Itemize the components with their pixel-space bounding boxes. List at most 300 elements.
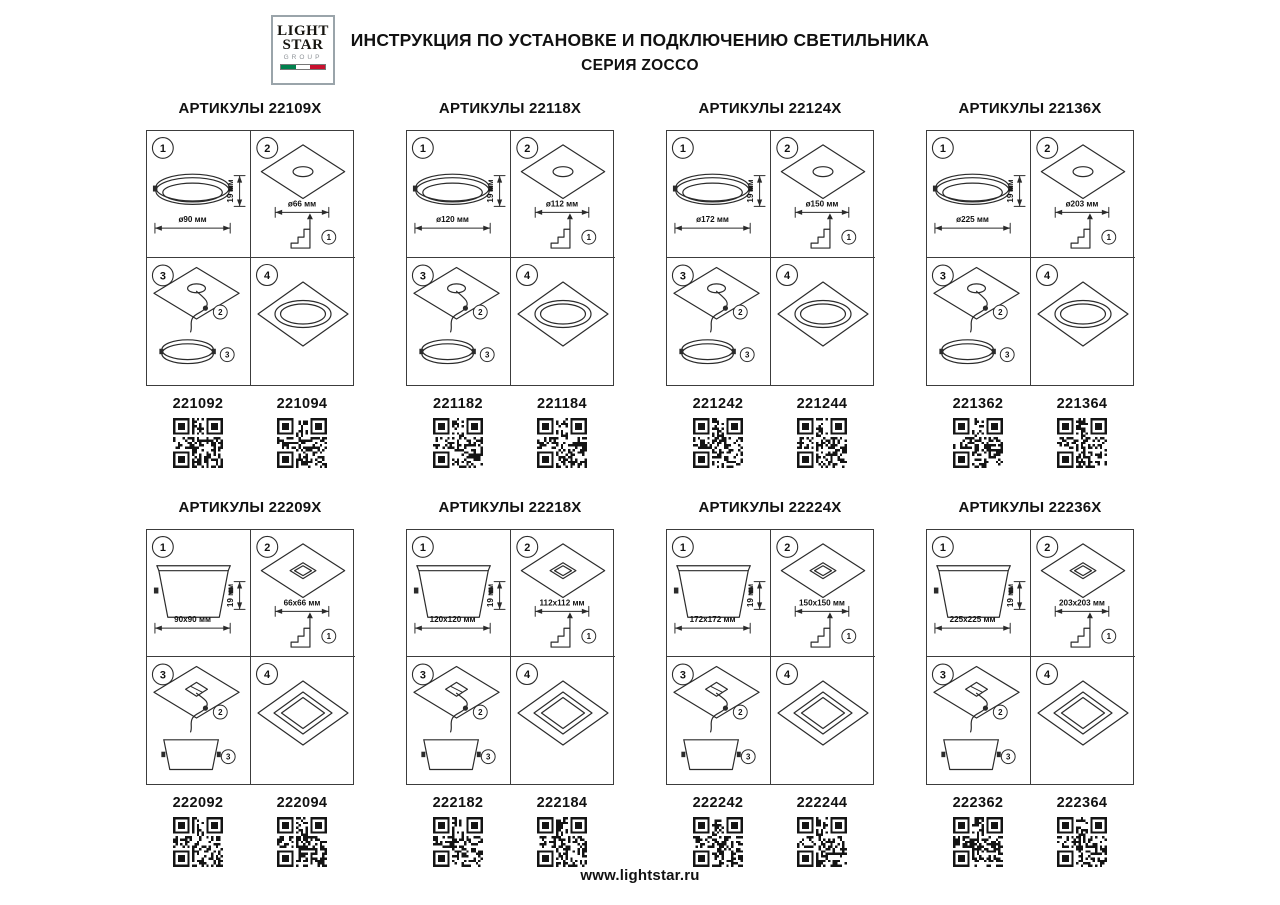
height-dimension [226, 582, 245, 610]
step-number-badge [257, 664, 278, 685]
instruction-grid [926, 130, 1134, 386]
svg-text:1: 1 [939, 541, 946, 554]
product-code-column [770, 795, 874, 872]
square-wiring-diagram [927, 657, 1030, 784]
product-code: 222182 [432, 795, 484, 811]
round-wiring-diagram [147, 258, 250, 385]
qr-code [1057, 817, 1107, 867]
product-codes [926, 795, 1134, 872]
qr-code [173, 817, 223, 867]
qr-code [277, 817, 327, 867]
svg-text:3: 3 [225, 350, 230, 360]
width-dimension [415, 615, 490, 633]
step-1-cell [407, 530, 511, 657]
square-cutout-diagram [251, 530, 355, 656]
svg-text:2: 2 [738, 308, 743, 318]
svg-text:2: 2 [1044, 142, 1051, 155]
svg-text:19 мм: 19 мм [746, 179, 756, 203]
step-number-badge [257, 265, 278, 286]
square-fixture-dimensions-diagram [927, 530, 1030, 656]
blocks-row-1 [0, 100, 1280, 473]
connector-icon [723, 306, 728, 311]
step-2-cell [771, 530, 875, 657]
article-title: АРТИКУЛЫ 22209X [178, 499, 322, 516]
product-code: 221362 [952, 396, 1004, 412]
product-code: 222362 [952, 795, 1004, 811]
svg-text:4: 4 [783, 270, 791, 282]
svg-text:1: 1 [159, 541, 166, 554]
product-code-column [770, 396, 874, 473]
svg-text:3: 3 [159, 270, 166, 283]
square-wiring-diagram [147, 657, 250, 784]
wire [711, 291, 728, 332]
ref-number-2 [473, 305, 487, 319]
connector-icon [983, 306, 988, 311]
product-code: 222184 [536, 795, 588, 811]
ref-number-3 [220, 348, 234, 362]
step-number-badge [1037, 664, 1058, 685]
square-fixture-dimensions-diagram [147, 530, 250, 656]
svg-text:4: 4 [263, 270, 271, 282]
product-code-column [1030, 795, 1134, 872]
article-block [660, 499, 880, 872]
step-number-badge [777, 265, 798, 286]
svg-text:4: 4 [783, 669, 791, 681]
svg-text:150x150 мм: 150x150 мм [799, 598, 845, 608]
svg-text:1: 1 [419, 541, 426, 554]
step-number-badge [412, 537, 433, 558]
step-number-badge [672, 664, 693, 685]
spring-clip-icon [291, 213, 313, 248]
svg-text:3: 3 [745, 350, 750, 360]
instruction-grid [666, 130, 874, 386]
cutout-dimension [535, 598, 589, 616]
step-4-cell [1031, 657, 1135, 784]
step-2-cell [251, 530, 355, 657]
round-fixture-dimensions-diagram [667, 131, 770, 257]
round-cutout-diagram [1031, 131, 1135, 257]
diameter-dimension [935, 215, 1010, 233]
svg-text:1: 1 [586, 233, 591, 243]
svg-text:2: 2 [478, 308, 483, 318]
spring-clip-icon [551, 213, 573, 248]
step-number-badge [777, 137, 798, 158]
product-code-column [510, 396, 614, 473]
mounting-clip-icon [159, 349, 163, 354]
step-4-cell [771, 657, 875, 784]
diameter-dimension [155, 215, 230, 233]
product-code-column [250, 396, 354, 473]
svg-text:1: 1 [419, 142, 426, 155]
lightstar-logo [271, 15, 335, 85]
mounting-clip-icon [941, 752, 945, 757]
step-1-cell [147, 530, 251, 657]
connector-icon [203, 306, 208, 311]
ref-number-1 [322, 629, 336, 643]
title-line-1: ИНСТРУКЦИЯ ПО УСТАНОВКЕ И ПОДКЛЮЧЕНИЮ СВЕТИЛЬНИКА [350, 30, 930, 50]
step-number-badge [412, 265, 433, 286]
svg-text:2: 2 [784, 142, 791, 155]
svg-text:3: 3 [419, 669, 426, 682]
product-codes [406, 795, 614, 872]
product-codes [926, 396, 1134, 473]
step-number-badge [517, 265, 538, 286]
ref-number-3 [480, 348, 494, 362]
product-code: 222364 [1056, 795, 1108, 811]
svg-text:2: 2 [1044, 541, 1051, 554]
svg-text:1: 1 [326, 233, 331, 243]
svg-text:3: 3 [939, 669, 946, 682]
diameter-dimension [415, 215, 490, 233]
square-cutout-diagram [511, 530, 615, 656]
svg-text:ø172 мм: ø172 мм [696, 215, 729, 225]
instruction-grid [406, 529, 614, 785]
svg-text:1: 1 [679, 142, 686, 155]
square-installed-diagram [511, 657, 615, 784]
square-wiring-diagram [407, 657, 510, 784]
round-cutout-diagram [771, 131, 875, 257]
ref-number-3 [221, 750, 235, 764]
article-block [920, 100, 1140, 473]
svg-text:1: 1 [846, 632, 851, 642]
step-number-badge [1037, 536, 1058, 557]
step-3-cell [407, 258, 511, 385]
article-block [920, 499, 1140, 872]
round-fixture-dimensions-diagram [407, 131, 510, 257]
svg-text:3: 3 [679, 270, 686, 283]
width-dimension [935, 615, 1010, 633]
svg-text:2: 2 [264, 142, 271, 155]
product-code-column [926, 795, 1030, 872]
round-wiring-diagram [667, 258, 770, 385]
blocks-row-2 [0, 499, 1280, 872]
ref-number-2 [213, 305, 227, 319]
ref-number-3 [740, 348, 754, 362]
step-2-cell [251, 131, 355, 258]
ref-number-3 [481, 750, 495, 764]
svg-text:19 мм: 19 мм [746, 583, 756, 608]
square-cutout-diagram [1031, 530, 1135, 656]
height-dimension [1006, 176, 1025, 207]
mounting-clip-icon [472, 349, 476, 354]
round-installed-diagram [771, 258, 875, 385]
article-block [400, 499, 620, 872]
spring-clip-icon [291, 612, 313, 647]
spring-clip-icon [1071, 612, 1093, 647]
connector-icon [463, 706, 468, 711]
svg-text:ø66 мм: ø66 мм [287, 199, 317, 209]
mounting-clip-icon [679, 349, 683, 354]
product-code: 222242 [692, 795, 744, 811]
step-3-cell [927, 258, 1031, 385]
product-code: 221092 [172, 396, 224, 412]
product-codes [666, 396, 874, 473]
mounting-clip-icon [933, 186, 937, 192]
header [0, 0, 1280, 100]
ref-number-1 [842, 629, 856, 643]
mounting-clip-icon [153, 186, 157, 192]
round-cutout-diagram [251, 131, 355, 257]
svg-text:3: 3 [679, 669, 686, 682]
step-2-cell [771, 131, 875, 258]
spring-clip-icon [811, 213, 833, 248]
ref-number-1 [582, 629, 596, 643]
step-number-badge [932, 138, 953, 159]
connector-icon [463, 306, 468, 311]
product-code: 222092 [172, 795, 224, 811]
step-3-cell [667, 657, 771, 784]
mounting-clip-icon [737, 752, 741, 757]
svg-text:225x225 мм: 225x225 мм [949, 615, 996, 625]
height-dimension [1006, 582, 1025, 610]
mounting-clip-icon [217, 752, 221, 757]
step-2-cell [511, 530, 615, 657]
product-code-column [406, 396, 510, 473]
svg-text:172x172 мм: 172x172 мм [689, 615, 736, 625]
svg-text:2: 2 [264, 541, 271, 554]
product-code-column [926, 396, 1030, 473]
article-block [660, 100, 880, 473]
svg-text:1: 1 [939, 142, 946, 155]
step-number-badge [517, 664, 538, 685]
step-number-badge [152, 138, 173, 159]
mounting-clip-icon [681, 752, 685, 757]
svg-text:ø225 мм: ø225 мм [956, 215, 989, 225]
mounting-clip-icon [212, 349, 216, 354]
svg-text:1: 1 [1106, 632, 1111, 642]
svg-text:2: 2 [524, 142, 531, 155]
svg-text:90x90 мм: 90x90 мм [174, 615, 211, 625]
ref-number-1 [842, 230, 856, 244]
svg-text:120x120 мм: 120x120 мм [429, 615, 476, 625]
qr-code [537, 418, 587, 468]
svg-text:3: 3 [486, 752, 491, 762]
mounting-clip-icon [477, 752, 481, 757]
ref-number-3 [1000, 348, 1014, 362]
ref-number-2 [733, 705, 747, 719]
round-installed-diagram [511, 258, 615, 385]
qr-code [953, 418, 1003, 468]
svg-text:2: 2 [784, 541, 791, 554]
svg-text:3: 3 [419, 270, 426, 283]
svg-text:2: 2 [998, 708, 1003, 718]
cutout-dimension [535, 199, 589, 217]
height-dimension [486, 582, 505, 610]
step-3-cell [147, 258, 251, 385]
svg-text:1: 1 [586, 632, 591, 642]
ref-number-3 [741, 750, 755, 764]
svg-text:2: 2 [998, 308, 1003, 318]
square-installed-diagram [771, 657, 875, 784]
step-number-badge [412, 138, 433, 159]
product-code: 221244 [796, 396, 848, 412]
step-number-badge [257, 536, 278, 557]
svg-text:4: 4 [523, 669, 531, 681]
step-number-badge [932, 664, 953, 685]
square-wiring-diagram [667, 657, 770, 784]
svg-text:1: 1 [326, 632, 331, 642]
step-number-badge [777, 664, 798, 685]
square-installed-diagram [251, 657, 355, 784]
qr-code [433, 817, 483, 867]
svg-text:3: 3 [1006, 752, 1011, 762]
step-1-cell [407, 131, 511, 258]
ref-number-1 [1102, 230, 1116, 244]
svg-text:2: 2 [478, 708, 483, 718]
qr-code [797, 817, 847, 867]
article-block [400, 100, 620, 473]
round-installed-diagram [251, 258, 355, 385]
svg-text:2: 2 [524, 541, 531, 554]
article-title: АРТИКУЛЫ 22118X [438, 100, 582, 117]
qr-code [537, 817, 587, 867]
qr-code [433, 418, 483, 468]
step-3-cell [927, 657, 1031, 784]
height-dimension [746, 582, 765, 610]
svg-text:2: 2 [738, 708, 743, 718]
svg-text:4: 4 [263, 669, 271, 681]
product-code-column [406, 795, 510, 872]
svg-text:1: 1 [846, 233, 851, 243]
step-number-badge [152, 664, 173, 685]
wire [451, 291, 468, 332]
wire [191, 291, 208, 332]
spring-clip-icon [551, 612, 573, 647]
cutout-dimension [795, 199, 849, 217]
svg-text:1: 1 [159, 142, 166, 155]
svg-text:19 мм: 19 мм [226, 179, 236, 203]
step-4-cell [771, 258, 875, 385]
svg-text:4: 4 [1043, 270, 1051, 282]
qr-code [693, 817, 743, 867]
product-code-column [666, 795, 770, 872]
svg-text:19 мм: 19 мм [1006, 583, 1016, 608]
svg-text:3: 3 [1005, 350, 1010, 360]
product-codes [146, 396, 354, 473]
ref-number-1 [322, 230, 336, 244]
step-number-badge [672, 265, 693, 286]
step-3-cell [667, 258, 771, 385]
svg-text:112x112 мм: 112x112 мм [539, 598, 585, 608]
spring-clip-icon [1071, 213, 1093, 248]
step-number-badge [932, 537, 953, 558]
round-cutout-diagram [511, 131, 615, 257]
mounting-clip-icon [414, 588, 418, 594]
round-wiring-diagram [407, 258, 510, 385]
ref-number-2 [733, 305, 747, 319]
svg-text:ø112 мм: ø112 мм [545, 199, 579, 209]
cutout-dimension [1055, 598, 1109, 616]
product-code-column [1030, 396, 1134, 473]
ref-number-3 [1001, 750, 1015, 764]
article-title: АРТИКУЛЫ 22136X [958, 100, 1102, 117]
round-wiring-diagram [927, 258, 1030, 385]
instruction-grid [146, 529, 354, 785]
article-title: АРТИКУЛЫ 22124X [698, 100, 842, 117]
diameter-dimension [675, 215, 750, 233]
wire [971, 291, 988, 332]
svg-text:3: 3 [939, 270, 946, 283]
square-installed-diagram [1031, 657, 1135, 784]
svg-text:ø90 мм: ø90 мм [178, 215, 207, 225]
instruction-grid [926, 529, 1134, 785]
step-2-cell [1031, 131, 1135, 258]
svg-text:ø150 мм: ø150 мм [805, 199, 839, 209]
mounting-clip-icon [732, 349, 736, 354]
square-fixture-dimensions-diagram [407, 530, 510, 656]
article-block [140, 100, 360, 473]
svg-text:ø120 мм: ø120 мм [436, 215, 469, 225]
step-2-cell [511, 131, 615, 258]
step-number-badge [672, 138, 693, 159]
step-number-badge [932, 265, 953, 286]
ref-number-2 [473, 705, 487, 719]
step-4-cell [1031, 258, 1135, 385]
product-code: 221182 [433, 396, 483, 412]
product-codes [406, 396, 614, 473]
step-3-cell [147, 657, 251, 784]
page-title [0, 0, 1280, 75]
product-code: 222244 [796, 795, 848, 811]
mounting-clip-icon [992, 349, 996, 354]
height-dimension [226, 176, 245, 207]
svg-text:3: 3 [485, 350, 490, 360]
step-number-badge [777, 536, 798, 557]
qr-code [953, 817, 1003, 867]
product-code-column [146, 396, 250, 473]
step-1-cell [927, 131, 1031, 258]
ref-number-1 [582, 230, 596, 244]
qr-code [797, 418, 847, 468]
title-line-2: СЕРИЯ ZOCCO [581, 57, 699, 74]
step-number-badge [412, 664, 433, 685]
width-dimension [675, 615, 750, 633]
qr-code [1057, 418, 1107, 468]
svg-text:3: 3 [226, 752, 231, 762]
article-title: АРТИКУЛЫ 22218X [438, 499, 582, 516]
square-fixture-dimensions-diagram [667, 530, 770, 656]
svg-text:1: 1 [679, 541, 686, 554]
svg-text:3: 3 [159, 669, 166, 682]
product-codes [666, 795, 874, 872]
step-number-badge [257, 137, 278, 158]
step-1-cell [667, 530, 771, 657]
round-installed-diagram [1031, 258, 1135, 385]
mounting-clip-icon [934, 588, 938, 594]
italian-flag-icon [280, 64, 326, 70]
mounting-clip-icon [419, 349, 423, 354]
cutout-dimension [275, 199, 329, 217]
instruction-grid [146, 130, 354, 386]
product-code: 222094 [276, 795, 328, 811]
ref-number-2 [213, 705, 227, 719]
cutout-dimension [1055, 199, 1109, 217]
step-number-badge [1037, 137, 1058, 158]
mounting-clip-icon [161, 752, 165, 757]
product-code-column [250, 795, 354, 872]
step-number-badge [672, 537, 693, 558]
qr-code [173, 418, 223, 468]
step-4-cell [511, 258, 615, 385]
svg-text:4: 4 [523, 270, 531, 282]
product-code-column [666, 396, 770, 473]
step-4-cell [251, 657, 355, 784]
mounting-clip-icon [673, 186, 677, 192]
qr-code [693, 418, 743, 468]
step-1-cell [927, 530, 1031, 657]
round-fixture-dimensions-diagram [147, 131, 250, 257]
ref-number-2 [993, 305, 1007, 319]
